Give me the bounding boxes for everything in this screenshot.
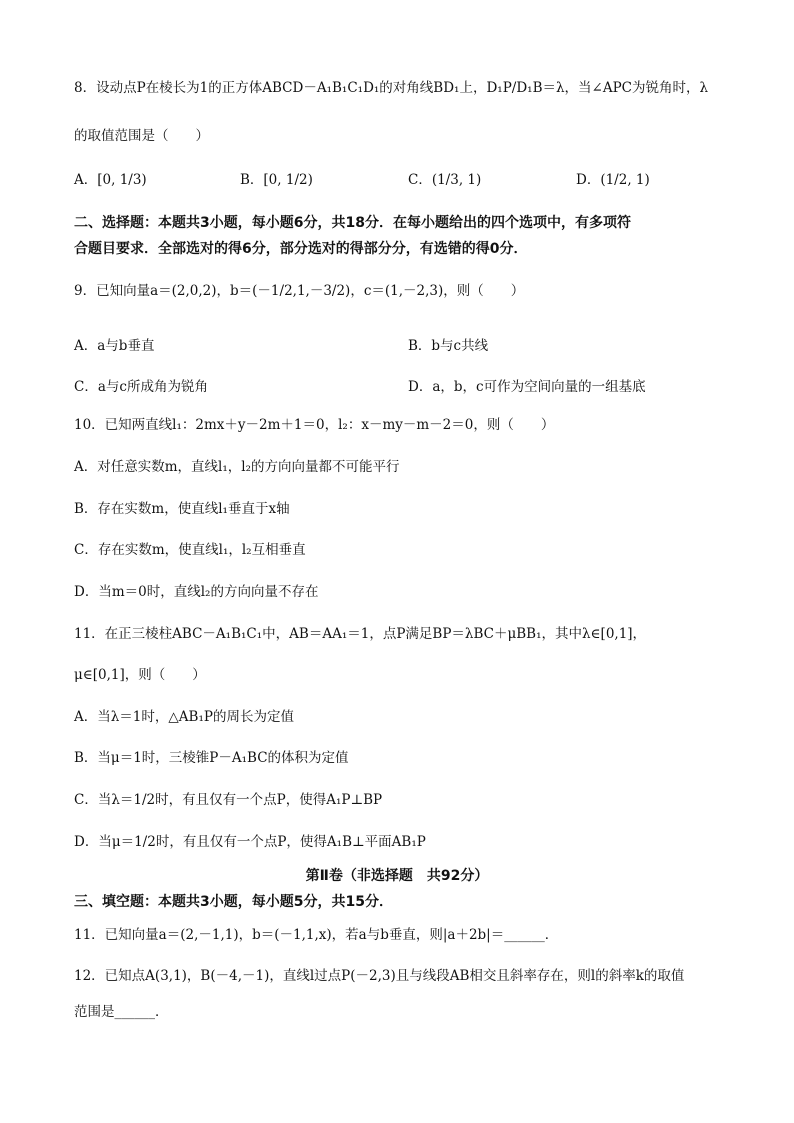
q9-option-d: D．a，b，c可作为空间向量的一组基底 bbox=[408, 379, 646, 395]
q9-option-a: A．a与b垂直 bbox=[74, 338, 155, 354]
q9-stem: 9．已知向量a＝(2,0,2)，b＝(－1/2,1,－3/2)，c＝(1,－2,3)，则（ ） bbox=[74, 283, 525, 299]
q8-option-a: A．[0, 1/3) bbox=[74, 172, 147, 188]
q10-option-d: D．当m＝0时，直线l₂的方向向量不存在 bbox=[74, 584, 319, 600]
q11-line1: 11．在正三棱柱ABC－A₁B₁C₁中，AB＝AA₁＝1，点P满足BP＝λBC＋μBB₁，其中λ∈[0,1]， bbox=[74, 626, 647, 642]
q8-option-d: D．(1/2, 1) bbox=[576, 172, 650, 188]
q9-option-b: B．b与c共线 bbox=[408, 338, 489, 354]
q11-option-c: C．当λ＝1/2时，有且仅有一个点P，使得A₁P⊥BP bbox=[74, 792, 383, 808]
part2-title: 第Ⅱ卷（非选择题 共92分） bbox=[305, 868, 489, 884]
q8-line1: 8．设动点P在棱长为1的正方体ABCD－A₁B₁C₁D₁的对角线BD₁上，D₁P/D₁B＝λ，当∠APC为锐角时，λ bbox=[74, 80, 709, 96]
section2-heading-line2: 合题目要求．全部选对的得6分，部分选对的得部分分，有选错的得0分． bbox=[74, 241, 528, 257]
q10-option-a: A．对任意实数m，直线l₁，l₂的方向向量都不可能平行 bbox=[74, 459, 400, 475]
q11-line2: μ∈[0,1]，则（ ） bbox=[74, 667, 206, 683]
q11-option-b: B．当μ＝1时，三棱锥P－A₁BC的体积为定值 bbox=[74, 750, 349, 766]
q10-stem: 10．已知两直线l₁：2mx＋y－2m＋1＝0，l₂：x－my－m－2＝0，则（ ） bbox=[74, 417, 555, 433]
q11-option-d: D．当μ＝1/2时，有且仅有一个点P，使得A₁B⊥平面AB₁P bbox=[74, 834, 426, 850]
q10-option-c: C．存在实数m，使直线l₁，l₂互相垂直 bbox=[74, 542, 306, 558]
section3-heading: 三、填空题：本题共3小题，每小题5分，共15分． bbox=[74, 894, 393, 910]
section2-heading-line1: 二、选择题：本题共3小题，每小题6分，共18分．在每小题给出的四个选项中，有多项符 bbox=[74, 215, 631, 231]
q8-option-b: B．[0, 1/2) bbox=[240, 172, 313, 188]
q12-line1: 12．已知点A(3,1)，B(－4,－1)，直线l过点P(－2,3)且与线段AB相交且斜率存在，则l的斜率k的取值 bbox=[74, 968, 685, 984]
q12-line2: 范围是______． bbox=[74, 1004, 169, 1020]
q11b-stem: 11．已知向量a＝(2,－1,1)，b＝(－1,1,x)，若a与b垂直，则|a＋2b|＝______． bbox=[74, 927, 559, 943]
q11-option-a: A．当λ＝1时，△AB₁P的周长为定值 bbox=[74, 709, 294, 725]
q9-option-c: C．a与c所成角为锐角 bbox=[74, 379, 208, 395]
q8-line2: 的取值范围是（ ） bbox=[74, 128, 209, 144]
q8-option-c: C．(1/3, 1) bbox=[408, 172, 482, 188]
q10-option-b: B．存在实数m，使直线l₁垂直于x轴 bbox=[74, 501, 290, 517]
